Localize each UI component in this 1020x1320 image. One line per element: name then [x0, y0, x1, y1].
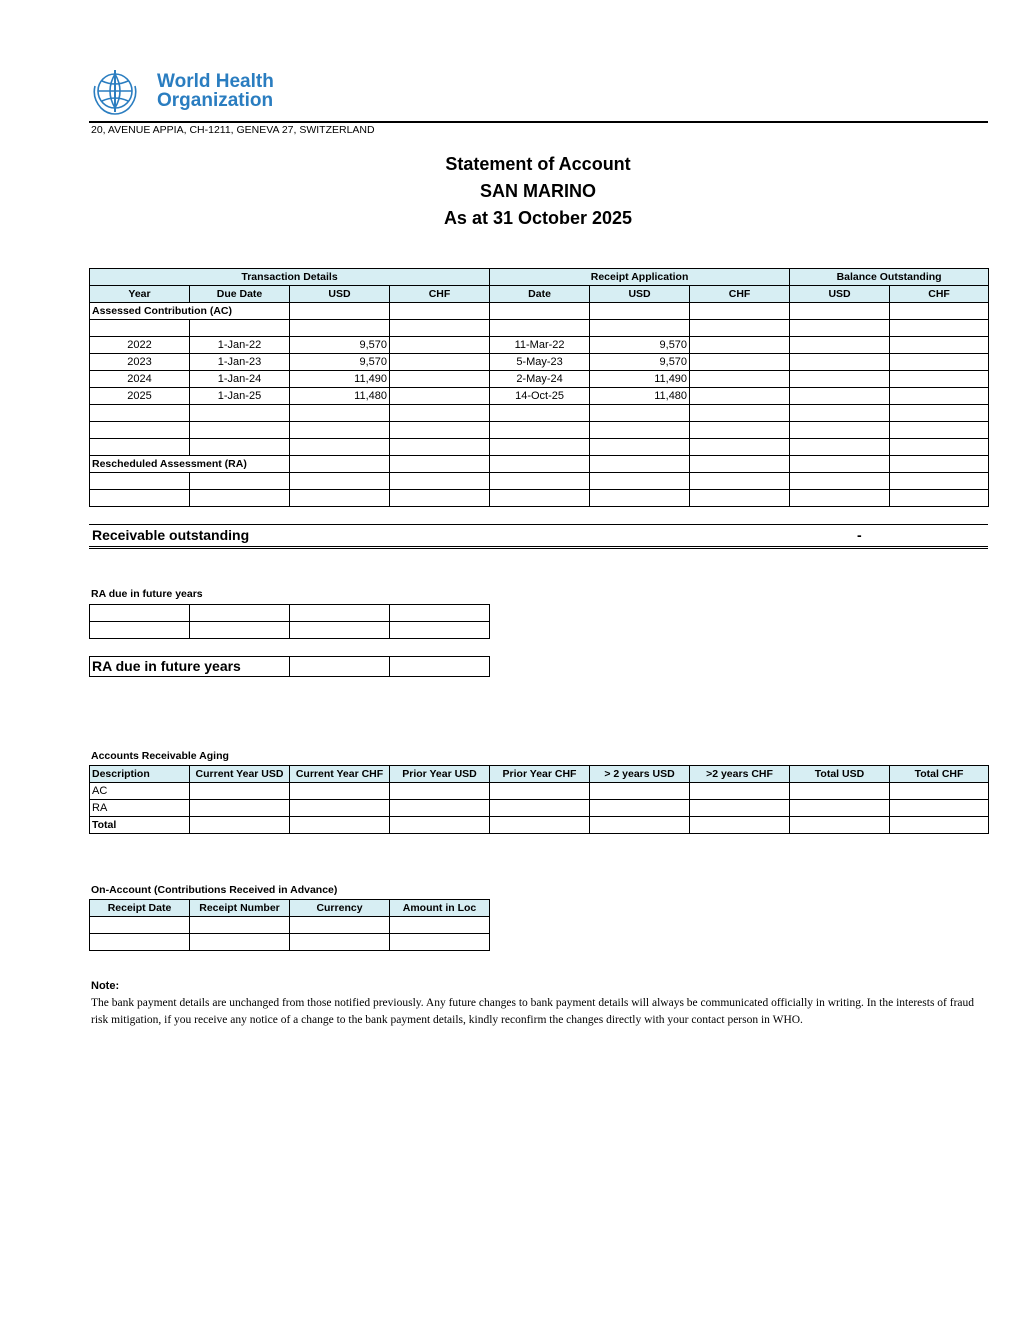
col-header: Currency [290, 900, 390, 917]
section-label-ac: Assessed Contribution (AC) [90, 303, 290, 320]
col-header: Prior Year CHF [490, 766, 590, 783]
blank-row [90, 622, 490, 639]
statement-date: As at 31 October 2025 [443, 208, 633, 228]
col-header: Current Year USD [190, 766, 290, 783]
ra-future-heading: RA due in future years [91, 588, 203, 600]
group-header-balance: Balance Outstanding [790, 269, 989, 286]
blank-row [90, 490, 989, 507]
ra-future-total-table [89, 656, 490, 677]
note-title: Note: [91, 980, 120, 992]
table-row [90, 800, 989, 817]
col-header: CHF [390, 286, 490, 303]
ra-future-table [89, 604, 490, 639]
blank-row [90, 405, 989, 422]
aging-total-row [90, 817, 989, 834]
col-header: CHF [690, 286, 790, 303]
org-name-line1: World Health [157, 71, 274, 92]
blank-row [90, 605, 490, 622]
section-row-ra [90, 456, 989, 473]
col-header: Amount in Loc [390, 900, 490, 917]
col-header: Date [490, 286, 590, 303]
aging-total-label: Total [90, 817, 190, 834]
blank-row [90, 422, 989, 439]
blank-row [90, 439, 989, 456]
address: 20, AVENUE APPIA, CH-1211, GENEVA 27, SWITZERLAND [91, 124, 375, 136]
aging-header-row [90, 766, 989, 783]
header-divider [89, 121, 988, 123]
aging-row-label: RA [90, 800, 190, 817]
table-row: 2023 1-Jan-23 9,570 5-May-23 9,570 [90, 354, 989, 371]
ra-future-total-row [90, 657, 490, 677]
col-header: Prior Year USD [390, 766, 490, 783]
note-block [91, 978, 988, 1029]
statement-table [89, 268, 989, 507]
on-account-heading: On-Account (Contributions Received in Advance) [91, 884, 338, 896]
group-header-row [90, 269, 989, 286]
column-header-row [90, 286, 989, 303]
note-text: The bank payment details are unchanged from those notified previously. Any future changes to bank payment details will always be communicated officially in writing. In the interests of fraud risk mitigation, if you receive any notice of a change to the bank payment details, kindly reconfirm the changes directly with your contact person in WHO. [91, 997, 975, 1026]
aging-row-label: AC [90, 783, 190, 800]
group-header-transaction: Transaction Details [90, 269, 490, 286]
col-header: Total CHF [890, 766, 989, 783]
col-header: Total USD [790, 766, 890, 783]
blank-row [90, 473, 989, 490]
table-row: 2025 1-Jan-25 11,480 14-Oct-25 11,480 [90, 388, 989, 405]
col-header: Year [90, 286, 190, 303]
ra-future-total-label: RA due in future years [90, 657, 290, 677]
col-header: CHF [890, 286, 989, 303]
aging-table [89, 765, 989, 834]
blank-row [90, 917, 490, 934]
statement-title: Statement of Account [445, 154, 631, 174]
col-header: USD [290, 286, 390, 303]
col-header: Receipt Date [90, 900, 190, 917]
section-row-ac [90, 303, 989, 320]
col-header: >2 years CHF [690, 766, 790, 783]
blank-row [90, 934, 490, 951]
table-row [90, 783, 989, 800]
blank-row [90, 320, 989, 337]
receivable-outstanding-row [89, 524, 988, 549]
col-header: USD [590, 286, 690, 303]
receivable-label: Receivable outstanding [92, 527, 250, 543]
receivable-value: - [857, 527, 862, 543]
on-account-header-row [90, 900, 490, 917]
aging-heading: Accounts Receivable Aging [91, 750, 229, 762]
who-logo [89, 66, 274, 118]
table-row: 2022 1-Jan-22 9,570 11-Mar-22 9,570 [90, 337, 989, 354]
col-header: > 2 years USD [590, 766, 690, 783]
col-header: Receipt Number [190, 900, 290, 917]
group-header-receipt: Receipt Application [490, 269, 790, 286]
section-label-ra: Rescheduled Assessment (RA) [90, 456, 290, 473]
on-account-table [89, 899, 490, 951]
org-name-line2: Organization [157, 90, 274, 111]
col-header: USD [790, 286, 890, 303]
table-row: 2024 1-Jan-24 11,490 2-May-24 11,490 [90, 371, 989, 388]
country-name: SAN MARINO [480, 181, 596, 201]
col-header: Current Year CHF [290, 766, 390, 783]
col-header: Description [90, 766, 190, 783]
col-header: Due Date [190, 286, 290, 303]
